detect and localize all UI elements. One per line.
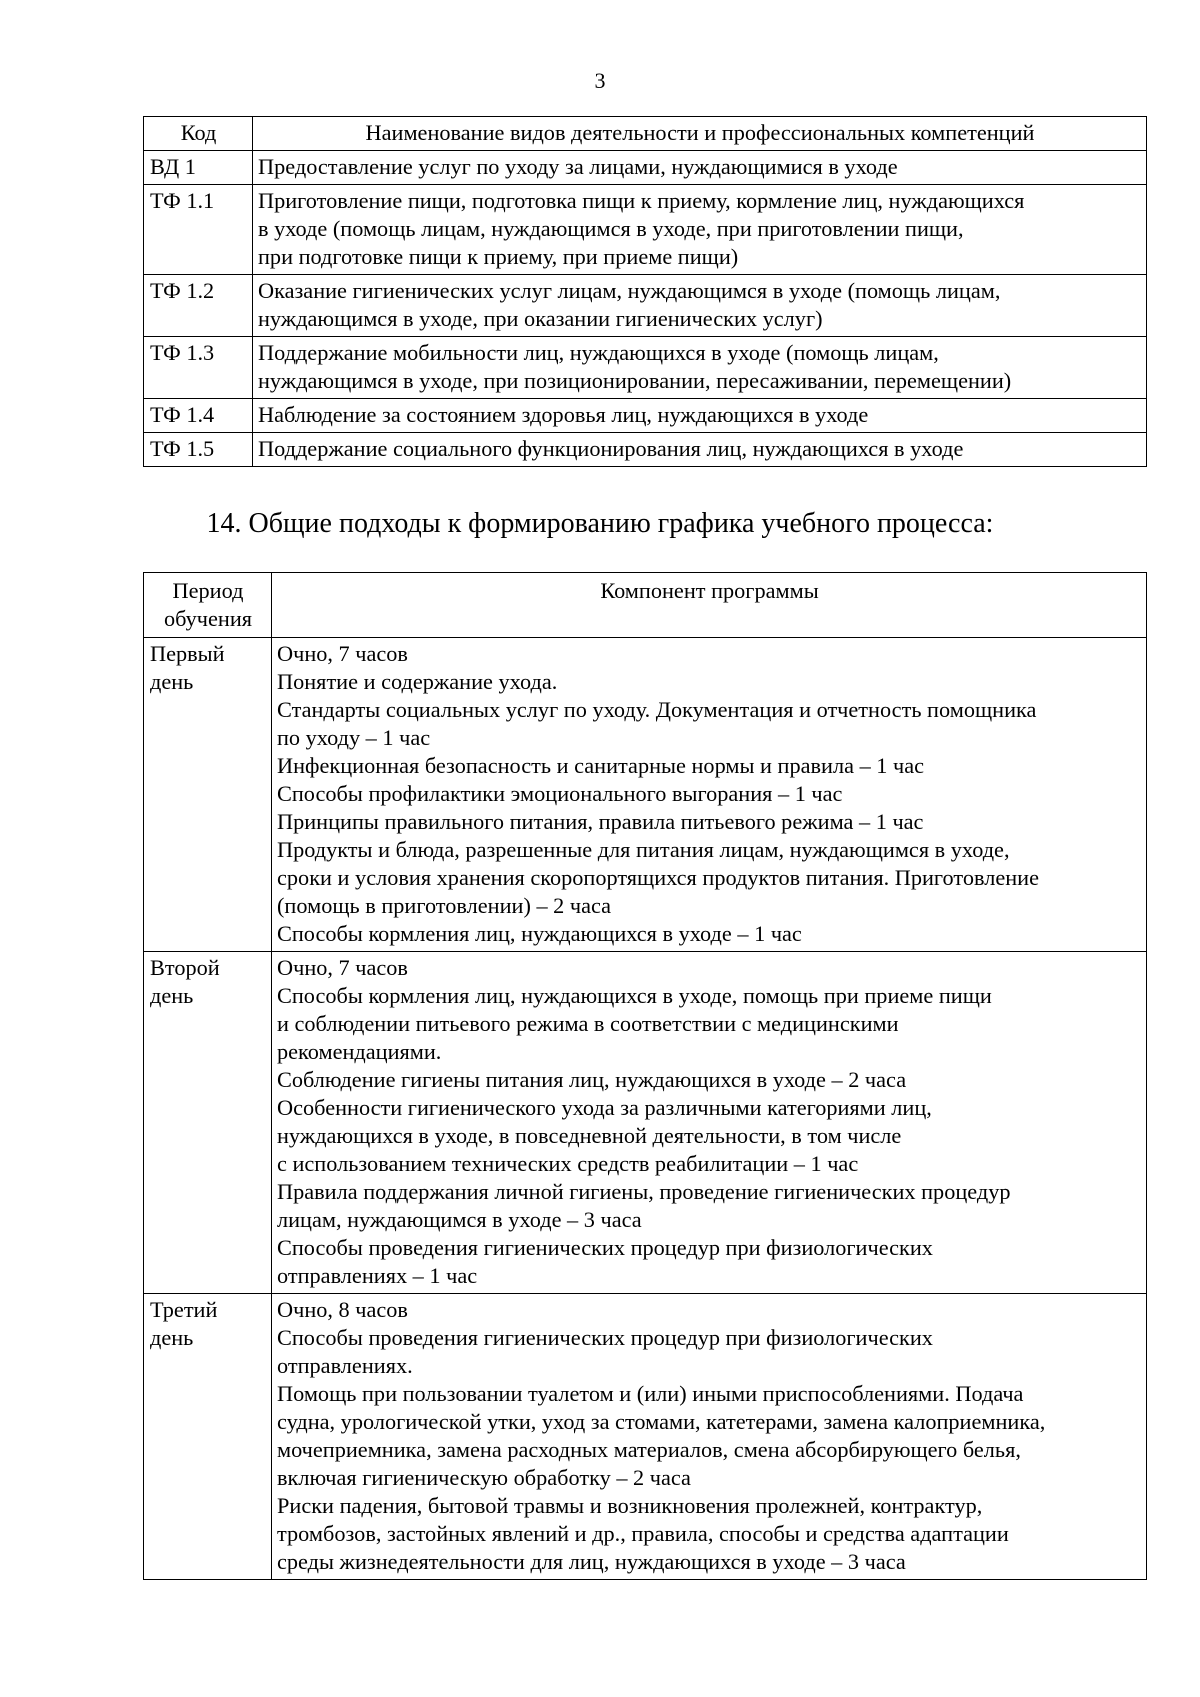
component-line: Соблюдение гигиены питания лиц, нуждающихся в уходе – 2 часа [277, 1067, 907, 1092]
period-line: Первый [150, 641, 225, 666]
description-line: Поддержание мобильности лиц, нуждающихся в уходе (помощь лицам, [258, 340, 939, 365]
component-line: отправлениях. [277, 1353, 413, 1378]
component-line: Способы проведения гигиенических процедур при физиологических [277, 1235, 933, 1260]
period-line: день [150, 983, 194, 1008]
competency-description [253, 151, 1147, 185]
schedule-table [143, 572, 1147, 1580]
component-line: Особенности гигиенического ухода за различными категориями лиц, [277, 1095, 932, 1120]
period-line: день [150, 669, 194, 694]
component-line: лицам, нуждающимся в уходе – 3 часа [277, 1207, 642, 1232]
description-line: Поддержание социального функционирования лиц, нуждающихся в уходе [258, 436, 964, 461]
competency-description [253, 337, 1147, 399]
table-row [144, 151, 1147, 185]
component-line: Продукты и блюда, разрешенные для питания лицам, нуждающимся в уходе, [277, 837, 1010, 862]
column-header-code: Код [144, 117, 253, 151]
period-line: Второй [150, 955, 220, 980]
page-number: 3 [594, 68, 606, 93]
column-header-period [144, 573, 272, 638]
component-line: с использованием технических средств реабилитации – 1 час [277, 1151, 859, 1176]
column-header-component: Компонент программы [272, 573, 1147, 638]
competency-code: ТФ 1.5 [144, 433, 253, 467]
study-period [144, 1294, 272, 1580]
period-line: Третий [150, 1297, 218, 1322]
component-line: Очно, 8 часов [277, 1297, 408, 1322]
competency-description [253, 433, 1147, 467]
component-line: Способы профилактики эмоционального выгорания – 1 час [277, 781, 843, 806]
competency-code: ТФ 1.4 [144, 399, 253, 433]
component-line: среды жизнедеятельности для лиц, нуждающихся в уходе – 3 часа [277, 1549, 906, 1574]
table-row [144, 185, 1147, 275]
table-row [144, 433, 1147, 467]
component-line: рекомендациями. [277, 1039, 442, 1064]
competency-description [253, 185, 1147, 275]
table-row [144, 337, 1147, 399]
component-line: сроки и условия хранения скоропортящихся продуктов питания. Приготовление [277, 865, 1039, 890]
table-header-row [144, 117, 1147, 151]
competency-code: ТФ 1.1 [144, 185, 253, 275]
component-line: Очно, 7 часов [277, 641, 408, 666]
column-header-name: Наименование видов деятельности и профессиональных компетенций [253, 117, 1147, 151]
component-line: Способы проведения гигиенических процедур при физиологических [277, 1325, 933, 1350]
description-line: нуждающимся в уходе, при оказании гигиенических услуг) [258, 306, 823, 331]
description-line: Приготовление пищи, подготовка пищи к приему, кормление лиц, нуждающихся [258, 188, 1025, 213]
component-line: Очно, 7 часов [277, 955, 408, 980]
component-line: Принципы правильного питания, правила питьевого режима – 1 час [277, 809, 924, 834]
component-line: отправлениях – 1 час [277, 1263, 478, 1288]
component-line: судна, урологической утки, уход за стомами, катетерами, замена калоприемника, [277, 1409, 1046, 1434]
section-heading: 14. Общие подходы к формированию графика учебного процесса: [206, 508, 994, 539]
component-line: Риски падения, бытовой травмы и возникновения пролежней, контрактур, [277, 1493, 983, 1518]
table-row [144, 399, 1147, 433]
component-line: Способы кормления лиц, нуждающихся в уходе – 1 час [277, 921, 802, 946]
table-row [144, 638, 1147, 952]
period-line: день [150, 1325, 194, 1350]
component-line: Способы кормления лиц, нуждающихся в уходе, помощь при приеме пищи [277, 983, 992, 1008]
table-row [144, 275, 1147, 337]
competency-description [253, 275, 1147, 337]
competency-code: ВД 1 [144, 151, 253, 185]
component-line: мочеприемника, замена расходных материалов, смена абсорбирующего белья, [277, 1437, 1021, 1462]
table-header-row [144, 573, 1147, 638]
component-line: тромбозов, застойных явлений и др., правила, способы и средства адаптации [277, 1521, 1009, 1546]
program-component [272, 638, 1147, 952]
description-line: Предоставление услуг по уходу за лицами, нуждающимися в уходе [258, 154, 898, 179]
description-line: нуждающимся в уходе, при позиционировании, пересаживании, перемещении) [258, 368, 1012, 393]
table-row [144, 1294, 1147, 1580]
component-line: Инфекционная безопасность и санитарные нормы и правила – 1 час [277, 753, 925, 778]
competency-code: ТФ 1.2 [144, 275, 253, 337]
description-line: в уходе (помощь лицам, нуждающимся в уходе, при приготовлении пищи, [258, 216, 964, 241]
program-component [272, 1294, 1147, 1580]
component-line: Понятие и содержание ухода. [277, 669, 558, 694]
competencies-table [143, 116, 1147, 467]
description-line: при подготовке пищи к приему, при приеме пищи) [258, 244, 739, 269]
competency-description [253, 399, 1147, 433]
description-line: Оказание гигиенических услуг лицам, нуждающимся в уходе (помощь лицам, [258, 278, 1001, 303]
table-row [144, 952, 1147, 1294]
program-component [272, 952, 1147, 1294]
component-line: по уходу – 1 час [277, 725, 431, 750]
component-line: включая гигиеническую обработку – 2 часа [277, 1465, 691, 1490]
component-line: Стандарты социальных услуг по уходу. Документация и отчетность помощника [277, 697, 1037, 722]
component-line: Правила поддержания личной гигиены, проведение гигиенических процедур [277, 1179, 1011, 1204]
component-line: нуждающихся в уходе, в повседневной деятельности, в том числе [277, 1123, 902, 1148]
header-text: обучения [163, 606, 253, 631]
component-line: (помощь в приготовлении) – 2 часа [277, 893, 612, 918]
description-line: Наблюдение за состоянием здоровья лиц, нуждающихся в уходе [258, 402, 869, 427]
component-line: и соблюдении питьевого режима в соответствии с медицинскими [277, 1011, 899, 1036]
competency-code: ТФ 1.3 [144, 337, 253, 399]
study-period [144, 638, 272, 952]
component-line: Помощь при пользовании туалетом и (или) иными приспособлениями. Подача [277, 1381, 1024, 1406]
study-period [144, 952, 272, 1294]
header-text: Период [172, 578, 244, 603]
